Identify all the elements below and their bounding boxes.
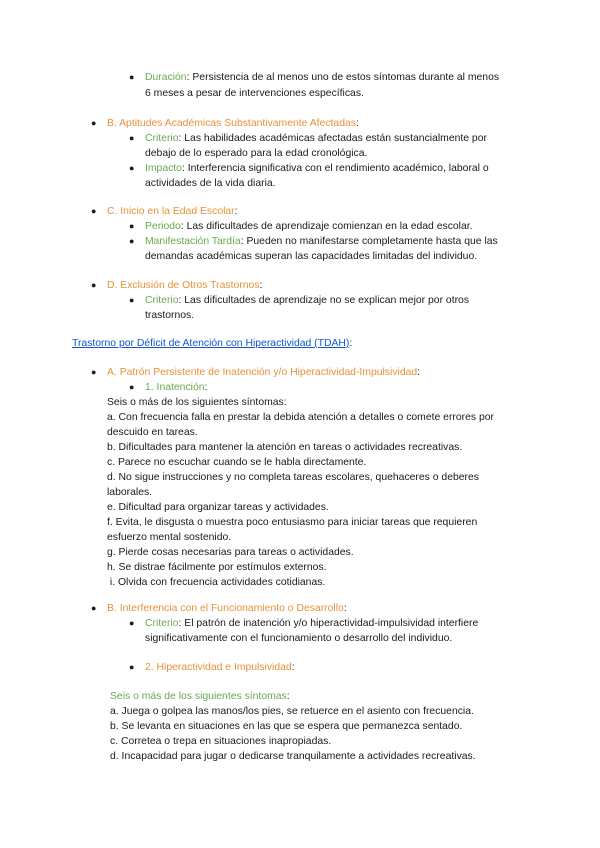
item-impacto: Impacto: Interferencia significativa con el rendimiento académico, laboral o (145, 163, 489, 174)
inatencion-item: d. No sigue instrucciones y no completa tareas escolares, quehaceres o deberes (107, 472, 479, 483)
bullet-icon: ● (129, 295, 135, 305)
bullet-icon: ● (129, 662, 135, 672)
inatencion-intro: Seis o más de los siguientes síntomas: (107, 397, 287, 408)
sub-hiperactividad: 2. Hiperactividad e Impulsividad: (145, 662, 295, 673)
item-criterio-b: Criterio: Las habilidades académicas afectadas están sustancialmente por (145, 133, 487, 144)
inatencion-item: b. Dificultades para mantener la atención en tareas o actividades recreativas. (107, 442, 463, 453)
hiperactividad-item: c. Corretea o trepa en situaciones inapropiadas. (110, 736, 332, 747)
item-criterio-tdah-b: Criterio: El patrón de inatención y/o hiperactividad-impulsividad interfiere (145, 618, 479, 629)
bullet-icon: ● (91, 280, 97, 290)
item-criterio-d-cont: trastornos. (145, 310, 195, 321)
inatencion-item: c. Parece no escuchar cuando se le habla directamente. (107, 457, 367, 468)
item-manifestacion: Manifestación Tardía: Pueden no manifestarse completamente hasta que las (145, 236, 498, 247)
bullet-icon: ● (91, 118, 97, 128)
bullet-icon: ● (91, 603, 97, 613)
item-manifestacion-cont: demandas académicas superan las capacidades limitadas del individuo. (145, 251, 478, 262)
bullet-icon: ● (91, 206, 97, 216)
inatencion-item: descuido en tareas. (107, 427, 198, 438)
bullet-icon: ● (129, 221, 135, 231)
item-periodo: Periodo: Las dificultades de aprendizaje comienzan en la edad escolar. (145, 221, 473, 232)
heading-d-exclusion: D. Exclusión de Otros Trastornos: (107, 280, 263, 291)
heading-b-aptitudes: B. Aptitudes Académicas Substantivamente Afectadas: (107, 118, 359, 129)
heading-c-inicio: C. Inicio en la Edad Escolar: (107, 206, 238, 217)
item-criterio-d: Criterio: Las dificultades de aprendizaje no se explican mejor por otros (145, 295, 470, 306)
hiperactividad-intro: Seis o más de los siguientes síntomas: (110, 691, 290, 702)
tdah-title: Trastorno por Déficit de Atención con Hiperactividad (TDAH): (72, 338, 353, 349)
heading-tdah-b: B. Interferencia con el Funcionamiento o Desarrollo: (107, 603, 347, 614)
bullet-icon: ● (129, 236, 135, 246)
bullet-icon: ● (129, 618, 135, 628)
inatencion-item: e. Dificultad para organizar tareas y actividades. (107, 502, 329, 513)
inatencion-item: h. Se distrae fácilmente por estímulos externos. (107, 562, 327, 573)
bullet-icon: ● (129, 382, 135, 392)
bullet-icon: ● (129, 133, 135, 143)
inatencion-item: a. Con frecuencia falla en prestar la debida atención a detalles o comete errores por (107, 412, 494, 423)
inatencion-item: laborales. (107, 487, 153, 498)
inatencion-item: esfuerzo mental sostenido. (107, 532, 232, 543)
bullet-icon: ● (91, 367, 97, 377)
heading-tdah-a: A. Patrón Persistente de Inatención y/o Hiperactividad-Impulsividad: (107, 367, 421, 378)
item-criterio-tdah-b-cont: significativamente con el funcionamiento o desarrollo del individuo. (145, 633, 453, 644)
item-duracion-cont: 6 meses a pesar de intervenciones específicas. (145, 88, 364, 99)
hiperactividad-item: d. Incapacidad para jugar o dedicarse tranquilamente a actividades recreativas. (110, 751, 476, 762)
inatencion-item: f. Evita, le disgusta o muestra poco entusiasmo para iniciar tareas que requieren (107, 517, 478, 528)
bullet-icon: ● (129, 72, 135, 82)
inatencion-item: i. Olvida con frecuencia actividades cotidianas. (107, 577, 326, 588)
tdah-title-link[interactable]: Trastorno por Déficit de Atención con Hiperactividad (TDAH) (72, 338, 350, 349)
sub-inatencion: 1. Inatención: (145, 382, 208, 393)
bullet-icon: ● (129, 163, 135, 173)
item-duracion: Duración: Persistencia de al menos uno de estos síntomas durante al menos (145, 72, 500, 83)
inatencion-item: g. Pierde cosas necesarias para tareas o actividades. (107, 547, 354, 558)
hiperactividad-item: a. Juega o golpea las manos/los pies, se retuerce en el asiento con frecuencia. (110, 706, 474, 717)
item-impacto-cont: actividades de la vida diaria. (145, 178, 276, 189)
item-criterio-b-cont: debajo de lo esperado para la edad cronológica. (145, 148, 368, 159)
hiperactividad-item: b. Se levanta en situaciones en las que se espera que permanezca sentado. (110, 721, 463, 732)
